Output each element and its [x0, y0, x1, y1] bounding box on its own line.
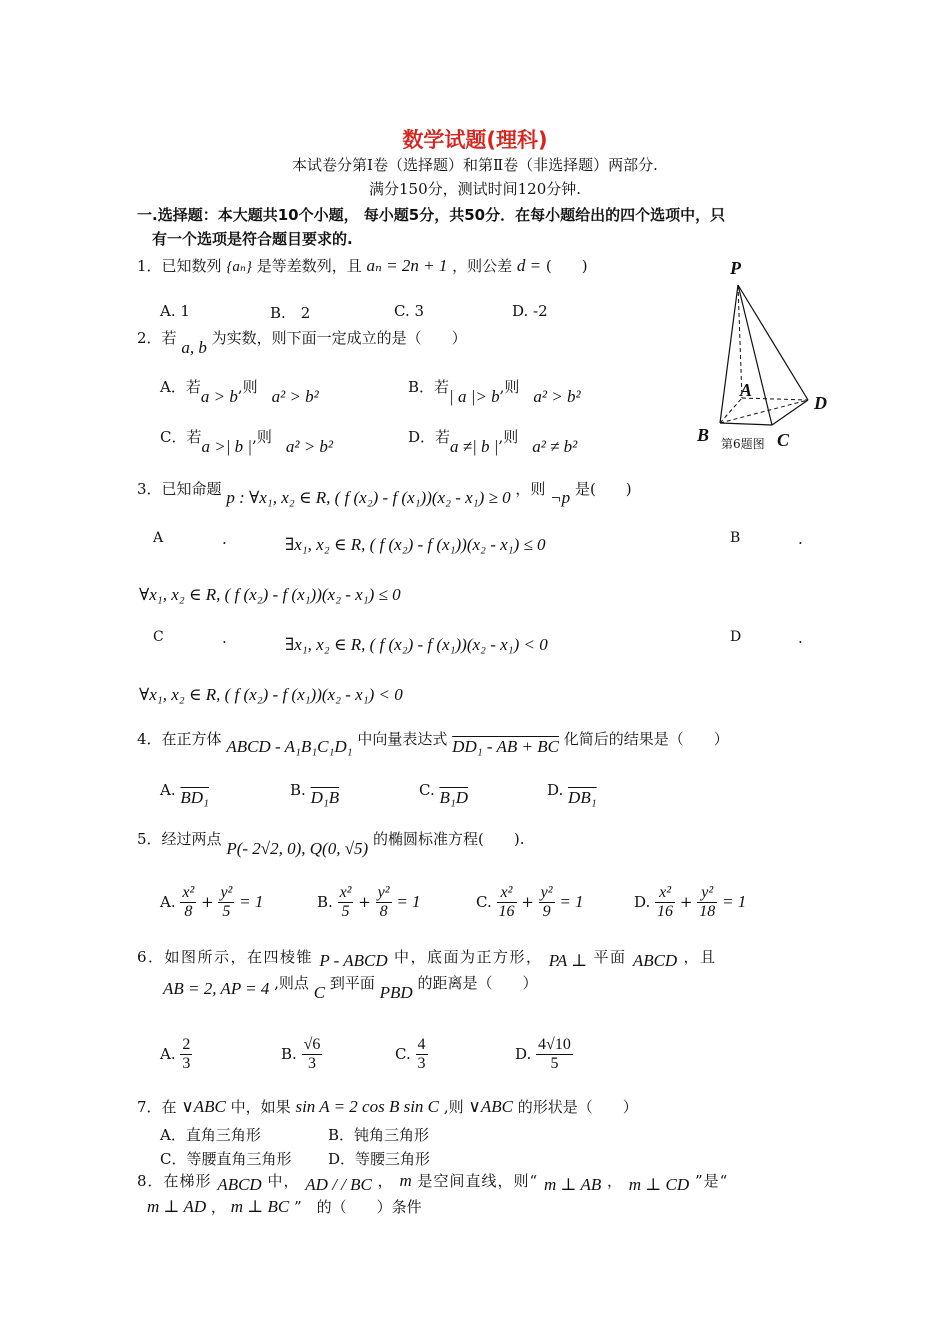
q2-b-pre: B．若: [408, 378, 450, 396]
q7-stem-b: 中，如果: [230, 1098, 291, 1116]
q3-label-c: C: [153, 629, 164, 645]
q5-c-plus: +: [521, 892, 534, 911]
fig-label-d: D: [814, 393, 827, 413]
q6-pbd-expr: PBD: [379, 983, 413, 1002]
q1-stem-d: ( ): [545, 257, 588, 275]
edge-pb: [720, 285, 738, 423]
q5-b-d2: 8: [379, 903, 388, 921]
edge-pc: [738, 285, 772, 425]
question-8-line2: [147, 1196, 422, 1217]
q2-a-mid: ,则: [237, 378, 258, 396]
q5-a-plus: +: [201, 892, 214, 911]
q5-b-plus: +: [358, 892, 371, 911]
q2-d-cond: a ≠| b |: [450, 437, 499, 456]
q6-d-den: 5: [550, 1055, 559, 1073]
exam-intro-line1: 本试卷分第Ⅰ卷（选择题）和第Ⅱ卷（非选择题）两部分.: [292, 156, 658, 174]
question-6-line2: [163, 972, 538, 1002]
q5-a-eq: = 1: [239, 891, 264, 911]
q2-a-res: a² > b²: [271, 387, 319, 406]
edge-bc: [720, 423, 772, 425]
figure-caption: 第6题图: [721, 437, 765, 451]
q3-label-a: A: [153, 530, 164, 546]
q5-b-frac1: [338, 884, 354, 922]
q5-option-c: [476, 884, 584, 922]
q5-d-n2: y²: [697, 884, 717, 903]
q4-a-label: A.: [160, 781, 176, 799]
q2-stem-a: 2．若: [137, 329, 177, 347]
q5-a-d1: 8: [184, 903, 193, 921]
q6-d-label: D.: [515, 1044, 532, 1063]
q8-l1-e: ，: [607, 1172, 624, 1190]
q3-p-expr: p : ∀x₁, x₂ ∈ R, ( f (x₂) - f (x₁))(x₂ - x₁) ≥ 0: [226, 488, 511, 507]
q8-cond3-expr: m ⊥ AD: [147, 1197, 207, 1216]
q5-c-label: C.: [476, 892, 492, 911]
q7-triangle-expr: ∨ABC: [181, 1097, 226, 1116]
q1-option-a: A. 1: [160, 302, 190, 320]
q5-d-d1: 16: [657, 903, 674, 921]
q5-b-n1: x²: [338, 884, 354, 903]
q2-c-cond: a >| b |: [201, 437, 253, 456]
q6-b-den: 3: [307, 1055, 316, 1073]
q5-d-frac1: [655, 884, 675, 922]
q6-length-expr: AB = 2, AP = 4: [163, 979, 270, 998]
q5-a-label: A.: [160, 892, 176, 911]
q5-d-d2: 18: [699, 903, 716, 921]
q3-stem-a: 3．已知命题: [137, 480, 222, 498]
q5-c-d2: 9: [542, 903, 551, 921]
pyramid-figure: [690, 255, 840, 455]
q6-option-d: [515, 1036, 573, 1074]
q6-c-frac: [416, 1036, 428, 1074]
q6-c-den: 3: [417, 1055, 426, 1073]
q2-b-cond: | a |> b: [449, 387, 500, 406]
q2-ab-expr: a, b: [181, 338, 207, 357]
q8-l2-a: ，: [210, 1198, 226, 1216]
q5-a-frac1: [180, 884, 196, 922]
q4-option-a: [160, 780, 209, 807]
q5-c-d1: 16: [498, 903, 515, 921]
q2-d-mid: ,则: [498, 428, 519, 446]
q6-b-frac: [302, 1036, 323, 1074]
q2-stem-b: 为实数，则下面一定成立的是（ ）: [211, 329, 467, 347]
q5-b-n2: y²: [376, 884, 392, 903]
q1-an-expr: aₙ = 2n + 1: [366, 256, 448, 275]
q4-vector-expr: DD₁ - AB + BC: [452, 737, 559, 756]
q5-option-a: [160, 884, 263, 922]
q7-equation-expr: sin A = 2 cos B sin C: [295, 1097, 440, 1116]
fig-label-b: B: [697, 425, 710, 445]
q3-dot-d: .: [798, 629, 803, 647]
q2-b-mid: ,则: [499, 378, 520, 396]
q8-l1-b: 中，: [267, 1172, 300, 1190]
q4-a-vec: BD₁: [180, 788, 209, 807]
q6-l1-c: 平面: [593, 948, 627, 966]
q4-option-c: [419, 780, 469, 807]
q2-a-pre: A．若: [160, 378, 201, 396]
q7-option-b: B．钝角三角形: [328, 1126, 430, 1144]
q8-parallel-expr: AD / / BC: [305, 1175, 372, 1194]
q5-a-d2: 5: [222, 903, 231, 921]
q7-option-d: D．等腰三角形: [328, 1150, 431, 1168]
q4-stem-b: 中向量表达式: [357, 730, 448, 748]
question-7: [137, 1096, 638, 1117]
q3-notp-expr: ¬p: [550, 488, 571, 507]
q6-l1-b: 中，底面为正方形，: [393, 948, 543, 966]
q8-l1-f: ”是“: [694, 1172, 729, 1190]
q5-a-n2: y²: [218, 884, 234, 903]
q5-d-n1: x²: [655, 884, 675, 903]
q6-pyramid-expr: P - ABCD: [319, 951, 388, 970]
question-4: [137, 728, 729, 756]
q8-l1-c: ，: [377, 1172, 394, 1190]
diag-bd-hidden: [720, 400, 808, 423]
q6-a-num: 2: [180, 1036, 192, 1055]
q3-dot-b: .: [798, 530, 803, 548]
q5-c-eq: = 1: [559, 891, 584, 911]
q5-stem-b: 的椭圆标准方程( ).: [373, 830, 525, 848]
q6-l2-b: 到平面: [329, 974, 375, 992]
q5-d-frac2: [697, 884, 717, 922]
q4-b-vec: D₁B: [310, 788, 340, 807]
q2-option-c: [160, 426, 334, 456]
q6-l2-a: ,则点: [274, 974, 309, 992]
q5-option-d: [634, 884, 746, 922]
q6-d-frac: [536, 1036, 573, 1074]
q1-stem-c: ，则公差: [452, 257, 513, 275]
q5-b-label: B.: [317, 892, 333, 911]
q8-l1-d: 是空间直线，则“: [417, 1172, 539, 1190]
q6-b-label: B.: [281, 1044, 297, 1063]
q7-stem-a: 7．在: [137, 1098, 177, 1116]
q8-l1-a: 8．在梯形: [137, 1172, 212, 1190]
edge-cd: [772, 400, 808, 425]
q6-option-b: [281, 1036, 322, 1074]
question-5: [137, 828, 525, 858]
q6-abcd-expr: ABCD: [632, 951, 678, 970]
q2-d-res: a² ≠ b²: [532, 437, 578, 456]
q2-option-d: [408, 426, 578, 456]
q4-option-d: [547, 780, 597, 807]
exam-title: 数学试题(理科): [402, 128, 548, 152]
q4-d-label: D.: [547, 781, 564, 799]
fig-label-p: P: [730, 258, 741, 278]
q6-c-label: C.: [395, 1044, 411, 1063]
q8-cond4-expr: m ⊥ BC: [230, 1197, 290, 1216]
q2-a-cond: a > b: [200, 387, 238, 406]
q6-a-label: A.: [160, 1044, 176, 1063]
q4-stem-a: 4．在正方体: [137, 730, 222, 748]
q1-option-d: D. -2: [512, 302, 548, 320]
q5-b-eq: = 1: [396, 891, 421, 911]
q3-stem-b: ，则: [515, 480, 546, 498]
q1-option-c: C. 3: [394, 302, 425, 320]
q1-stem-b: 是等差数列，且: [256, 257, 362, 275]
q1-option-b: B. 2: [270, 304, 311, 322]
q5-d-eq: = 1: [721, 891, 747, 911]
q5-points-expr: P(- 2√2, 0), Q(0, √5): [226, 839, 369, 858]
question-6-line1: [137, 946, 717, 970]
q5-stem-a: 5．经过两点: [137, 830, 222, 848]
fig-label-a: A: [740, 380, 753, 400]
q6-l2-c: 的距离是（ ）: [417, 974, 538, 992]
q5-c-n1: x²: [497, 884, 517, 903]
q4-option-b: [290, 780, 340, 807]
question-3: [137, 478, 632, 507]
q2-option-a: [160, 376, 319, 406]
q4-stem-c: 化简后的结果是（ ）: [563, 730, 729, 748]
q6-b-num: √6: [302, 1036, 323, 1055]
q7-stem-d: 的形状是（ ）: [517, 1098, 638, 1116]
q2-b-res: a² > b²: [533, 387, 581, 406]
q5-c-frac2: [539, 884, 555, 922]
q7-option-a: A．直角三角形: [160, 1126, 261, 1144]
q5-b-d1: 5: [341, 903, 350, 921]
q6-c-expr: C: [313, 983, 326, 1002]
q5-b-frac2: [376, 884, 392, 922]
q3-dot-c: .: [222, 629, 227, 647]
q5-d-label: D.: [634, 892, 651, 911]
q8-cond2-expr: m ⊥ CD: [628, 1175, 690, 1194]
q4-cube-expr: ABCD - A₁B₁C₁D₁: [226, 737, 353, 756]
question-8-line1: [137, 1170, 729, 1194]
q2-option-b: [408, 376, 581, 406]
q7-option-c: C．等腰直角三角形: [160, 1150, 292, 1168]
q6-d-num: 4√10: [536, 1036, 573, 1055]
q4-c-vec: B₁D: [439, 788, 469, 807]
q3-option-c: ∃x₁, x₂ ∈ R, ( f (x₂) - f (x₁))(x₂ - x₁) < 0: [285, 635, 548, 654]
q8-m-expr: m: [399, 1171, 412, 1190]
q3-dot-a: .: [222, 530, 227, 548]
q6-l1-a: 6．如图所示，在四棱锥: [137, 948, 314, 966]
q5-a-n1: x²: [180, 884, 196, 903]
q2-c-pre: C．若: [160, 428, 202, 446]
section-heading-line2: 有一个选项是符合题目要求的.: [152, 230, 353, 248]
q1-d-expr: d =: [516, 256, 542, 275]
q4-b-label: B.: [290, 781, 306, 799]
q5-c-n2: y²: [539, 884, 555, 903]
q2-c-res: a² > b²: [285, 437, 334, 456]
q6-a-frac: [180, 1036, 192, 1074]
q3-label-b: B: [730, 530, 741, 546]
q5-d-plus: +: [679, 892, 693, 911]
q3-option-d: ∀x₁, x₂ ∈ R, ( f (x₂) - f (x₁))(x₂ - x₁) < 0: [139, 685, 403, 704]
fig-label-c: C: [777, 430, 790, 450]
q6-c-num: 4: [416, 1036, 428, 1055]
exam-intro-line2: 满分150分，测试时间120分钟.: [368, 180, 582, 198]
q4-c-label: C.: [419, 781, 435, 799]
q8-cond1-expr: m ⊥ AB: [543, 1175, 602, 1194]
q3-option-a: ∃x₁, x₂ ∈ R, ( f (x₂) - f (x₁))(x₂ - x₁) ≤ 0: [285, 535, 546, 554]
q1-sequence-expr: {aₙ}: [226, 259, 252, 275]
q6-option-a: [160, 1036, 192, 1074]
q6-pa-expr: PA ⊥: [548, 951, 588, 970]
q3-stem-c: 是( ): [574, 480, 632, 498]
q1-stem-a: 1．已知数列: [137, 257, 222, 275]
q7-stem-c: ,则: [443, 1098, 464, 1116]
q6-l1-d: ，且: [683, 948, 717, 966]
q4-d-vec: DB₁: [568, 788, 597, 807]
q2-d-pre: D．若: [408, 428, 451, 446]
q7-triangle-expr-2: ∨ABC: [468, 1097, 513, 1116]
q3-option-b: ∀x₁, x₂ ∈ R, ( f (x₂) - f (x₁))(x₂ - x₁) ≤ 0: [139, 585, 401, 604]
q5-c-frac1: [497, 884, 517, 922]
q5-option-b: [317, 884, 421, 922]
q6-option-c: [395, 1036, 428, 1074]
question-2: [137, 327, 467, 357]
q2-c-mid: ,则: [252, 428, 272, 446]
section-heading-line1: 一.选择题：本大题共10个小题， 每小题5分，共50分．在每小题给出的四个选项中，只: [137, 206, 726, 224]
q3-label-d: D: [730, 629, 742, 645]
q5-a-frac2: [218, 884, 234, 922]
question-1: [137, 255, 588, 276]
q8-l2-b: ” 的（ ）条件: [293, 1198, 422, 1216]
q8-abcd-expr: ABCD: [217, 1175, 262, 1194]
q6-a-den: 3: [182, 1055, 191, 1073]
